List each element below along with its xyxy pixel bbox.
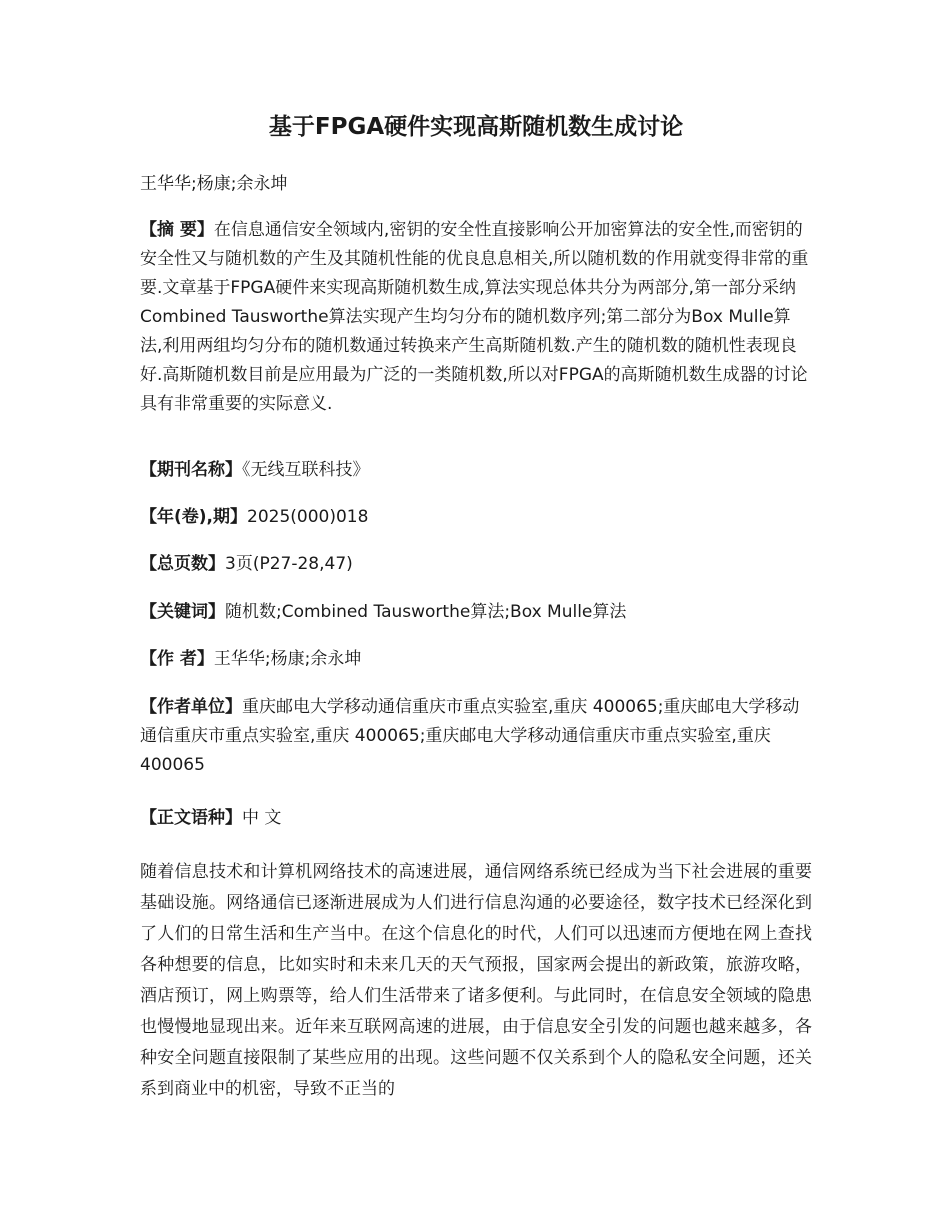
affiliation-label: 【作者单位】: [140, 697, 242, 717]
journal-value: 《无线互联科技》: [242, 460, 370, 480]
pages-value: 3页(P27-28,47): [225, 554, 353, 574]
language-label: 【正文语种】: [140, 808, 242, 828]
journal-field: [140, 456, 812, 485]
affiliation-value: 重庆邮电大学移动通信重庆市重点实验室,重庆 400065;重庆邮电大学移动通信重庆市重点实验室,重庆 400065;重庆邮电大学移动通信重庆市重点实验室,重庆 400065: [140, 697, 800, 775]
keywords-field: [140, 598, 812, 627]
authors-field: [140, 645, 812, 674]
language-field: [140, 804, 812, 833]
year-issue-value: 2025(000)018: [247, 507, 369, 527]
affiliation-field: [140, 693, 812, 780]
language-value: 中 文: [242, 808, 282, 828]
year-issue-field: [140, 503, 812, 532]
abstract-text: 在信息通信安全领域内,密钥的安全性直接影响公开加密算法的安全性,而密钥的安全性又与随机数的产生及其随机性能的优良息息相关,所以随机数的作用就变得非常的重要.文章基于FPGA硬件来实现高斯随机数生成,算法实现总体共分为两部分,第一部分采纳Combined Tausworthe算法实现产生均匀分布的随机数序列;第二部分为Box Mulle算法,利用两组均匀分布的随机数通过转换来产生高斯随机数.产生的随机数的随机性表现良好.高斯随机数目前是应用最为广泛的一类随机数,所以对FPGA的高斯随机数生成器的讨论具有非常重要的实际意义.: [140, 220, 809, 414]
pages-label: 【总页数】: [140, 554, 225, 574]
keywords-value: 随机数;Combined Tausworthe算法;Box Mulle算法: [225, 602, 627, 622]
page-title: 基于FPGA硬件实现高斯随机数生成讨论: [268, 114, 684, 140]
authors-value: 王华华;杨康;余永坤: [213, 649, 362, 669]
author-list: 王华华;杨康;余永坤: [140, 174, 288, 194]
pages-field: [140, 550, 812, 579]
abstract-section: [140, 216, 812, 419]
authors-label: 【作 者】: [140, 649, 214, 669]
journal-label: 【期刊名称】: [140, 460, 242, 480]
keywords-label: 【关键词】: [140, 602, 225, 622]
year-issue-label: 【年(卷),期】: [140, 507, 247, 527]
body-paragraph: 随着信息技术和计算机网络技术的高速进展，通信网络系统已经成为当下社会进展的重要基础设施。网络通信已逐渐进展成为人们进行信息沟通的必要途径，数字技术已经深化到了人们的日常生活和生产当中。在这个信息化的时代，人们可以迅速而方便地在网上查找各种想要的信息，比如实时和未来几天的天气预报，国家两会提出的新政策，旅游攻略，酒店预订，网上购票等，给人们生活带来了诸多便利。与此同时，在信息安全领域的隐患也慢慢地显现出来。近年来互联网高速的进展，由于信息安全引发的问题也越来越多，各种安全问题直接限制了某些应用的出现。这些问题不仅关系到个人的隐私安全问题，还关系到商业中的机密，导致不正当的: [140, 862, 812, 1099]
abstract-label: 【摘 要】: [140, 220, 214, 240]
